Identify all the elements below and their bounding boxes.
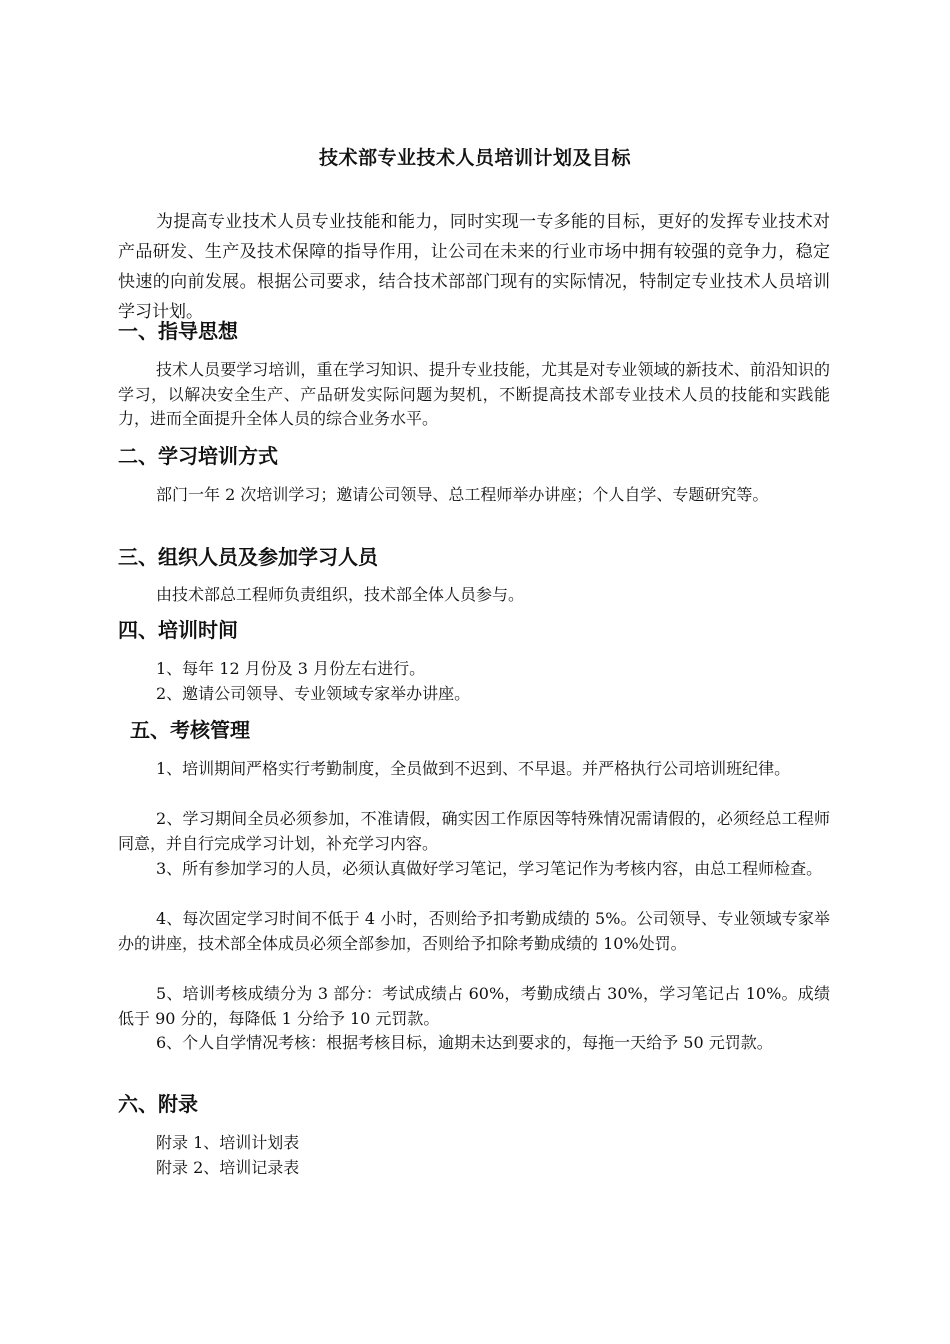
intro-paragraph: 为提高专业技术人员专业技能和能力，同时实现一专多能的目标，更好的发挥专业技术对产品研发、生产及技术保障的指导作用，让公司在未来的行业市场中拥有较强的竞争力，稳定快速的向前发展。根据公司要求，结合技术部部门现有的实际情况，特制定专业技术人员培训学习计划。 [118,212,830,322]
list-item: 2、邀请公司领导、专业领域专家举办讲座。 [156,684,471,703]
section-body-organizers: 由技术部总工程师负责组织，技术部全体人员参与。 [156,585,525,604]
list-item: 5、培训考核成绩分为 3 部分：考试成绩占 60%，考勤成绩占 30%，学习笔记占 10%。成绩低于 90 分的，每降低 1 分给予 10 元罚款。 [118,984,830,1028]
list-item: 2、学习期间全员必须参加，不准请假，确实因工作原因等特殊情况需请假的，必须经总工程师同意，并自行完成学习计划，补充学习内容。 [118,809,830,853]
appendix-item: 附录 2、培训记录表 [156,1158,300,1177]
section-body-training-method: 部门一年 2 次培训学习；邀请公司领导、总工程师举办讲座；个人自学、专题研究等。 [156,485,769,504]
section-heading-training-time: 四、培训时间 [118,618,238,642]
section-heading-organizers: 三、组织人员及参加学习人员 [118,545,378,569]
section-heading-training-method: 二、学习培训方式 [118,444,278,468]
document-title: 技术部专业技术人员培训计划及目标 [318,147,631,169]
list-item: 1、培训期间严格实行考勤制度，全员做到不迟到、不早退。并严格执行公司培训班纪律。 [156,759,791,778]
section-heading-appendix: 六、附录 [118,1092,198,1116]
list-item: 1、每年 12 月份及 3 月份左右进行。 [156,659,426,678]
list-item: 3、所有参加学习的人员，必须认真做好学习笔记，学习笔记作为考核内容，由总工程师检查。 [156,859,823,878]
list-item: 4、每次固定学习时间不低于 4 小时，否则给予扣考勤成绩的 5%。公司领导、专业领域专家举办的讲座，技术部全体成员必须全部参加，否则给予扣除考勤成绩的 10%处罚。 [118,909,830,953]
section-heading-assessment: 五、考核管理 [130,718,250,742]
section-heading-guiding-ideology: 一、指导思想 [118,319,238,343]
list-item: 6、个人自学情况考核：根据考核目标，逾期未达到要求的，每拖一天给予 50 元罚款。 [156,1033,773,1052]
appendix-item: 附录 1、培训计划表 [156,1133,300,1152]
section-body-guiding-ideology: 技术人员要学习培训，重在学习知识、提升专业技能，尤其是对专业领域的新技术、前沿知识的学习，以解决安全生产、产品研发实际问题为契机，不断提高技术部专业技术人员的技能和实践能力，进而全面提升全体人员的综合业务水平。 [118,360,830,428]
